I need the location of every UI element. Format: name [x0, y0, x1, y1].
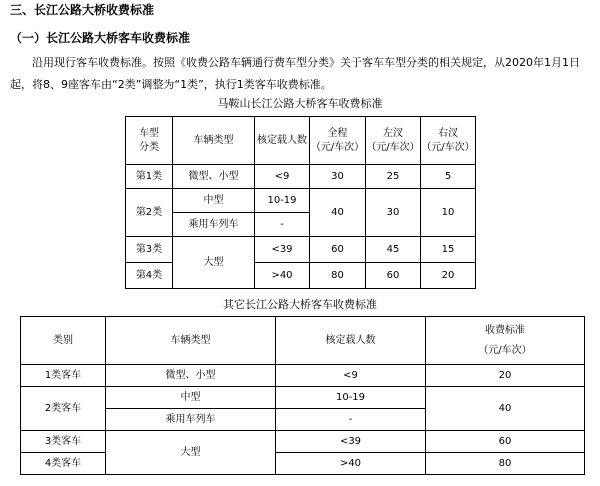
cell-seats: <39: [255, 237, 310, 263]
table-row: [21, 431, 585, 453]
header-seats: 核定载人数: [276, 317, 426, 365]
cell-seats: 10-19: [255, 189, 310, 213]
cell-seats: <9: [255, 165, 310, 189]
cell-left: 45: [366, 237, 421, 263]
header-right-branch: 右汊 （元/车次）: [421, 117, 476, 165]
cell-class: 第2类: [126, 189, 173, 237]
cell-type: 中型: [173, 189, 255, 213]
table-row: [126, 237, 476, 263]
cell-fee: 40: [426, 387, 585, 431]
cell-category: 1类客车: [21, 365, 106, 387]
header-category: 类别: [21, 317, 106, 365]
cell-category: 3类客车: [21, 431, 106, 453]
body-paragraph: 沿用现行客车收费标准。按照《收费公路车辆通行费车型分类》关于客车车型分类的相关规定，从2020年1月1日起，将8、9座客车由“2类”调整为“1类”，执行1类客车收费标准。: [10, 56, 580, 91]
table-row: [21, 453, 585, 475]
header-full-route: 全程 （元/车次）: [310, 117, 366, 165]
cell-type: 大型: [106, 431, 276, 475]
cell-right: 20: [421, 263, 476, 289]
cell-type: 中型: [106, 387, 276, 409]
cell-class: 第4类: [126, 263, 173, 289]
cell-fee: 60: [426, 431, 585, 453]
table-header-row: [21, 317, 585, 365]
cell-seats: -: [255, 213, 310, 237]
section-heading: 三、长江公路大桥收费标准: [10, 3, 155, 17]
cell-fee: 20: [426, 365, 585, 387]
table2-caption: 其它长江公路大桥客车收费标准: [223, 298, 377, 311]
header-left-branch: 左汊 （元/车次）: [366, 117, 421, 165]
cell-full: 30: [310, 165, 366, 189]
cell-seats: >40: [276, 453, 426, 475]
header-vehicle-type: 车辆类型: [106, 317, 276, 365]
header-class: 车型 分类: [126, 117, 173, 165]
subsection-heading: （一）长江公路大桥客车收费标准: [10, 31, 191, 45]
cell-seats: <9: [276, 365, 426, 387]
cell-type: 乘用车列车: [173, 213, 255, 237]
cell-full: 80: [310, 263, 366, 289]
cell-type: 微型、小型: [173, 165, 255, 189]
other-bridges-fee-table: [20, 316, 585, 475]
header-seats: 核定载人数: [255, 117, 310, 165]
cell-left: 30: [366, 189, 421, 237]
cell-category: 4类客车: [21, 453, 106, 475]
cell-full: 40: [310, 189, 366, 237]
header-fee: 收费标准 （元/车次）: [426, 317, 585, 365]
cell-seats: >40: [255, 263, 310, 289]
table1-caption: 马鞍山长江公路大桥客车收费标准: [217, 97, 383, 110]
cell-type: 乘用车列车: [106, 409, 276, 431]
cell-class: 第1类: [126, 165, 173, 189]
cell-seats: -: [276, 409, 426, 431]
cell-type: 大型: [173, 237, 255, 289]
maanshan-bridge-fee-table: [125, 116, 476, 289]
cell-left: 60: [366, 263, 421, 289]
cell-right: 10: [421, 189, 476, 237]
cell-right: 15: [421, 237, 476, 263]
table-row: [21, 365, 585, 387]
cell-full: 60: [310, 237, 366, 263]
table-row: [126, 165, 476, 189]
table-row: [21, 387, 585, 409]
cell-type: 微型、小型: [106, 365, 276, 387]
cell-category: 2类客车: [21, 387, 106, 431]
cell-left: 25: [366, 165, 421, 189]
cell-seats: 10-19: [276, 387, 426, 409]
cell-class: 第3类: [126, 237, 173, 263]
cell-seats: <39: [276, 431, 426, 453]
cell-fee: 80: [426, 453, 585, 475]
table-row: [126, 189, 476, 213]
table-header-row: [126, 117, 476, 165]
cell-right: 5: [421, 165, 476, 189]
header-vehicle-type: 车辆类型: [173, 117, 255, 165]
